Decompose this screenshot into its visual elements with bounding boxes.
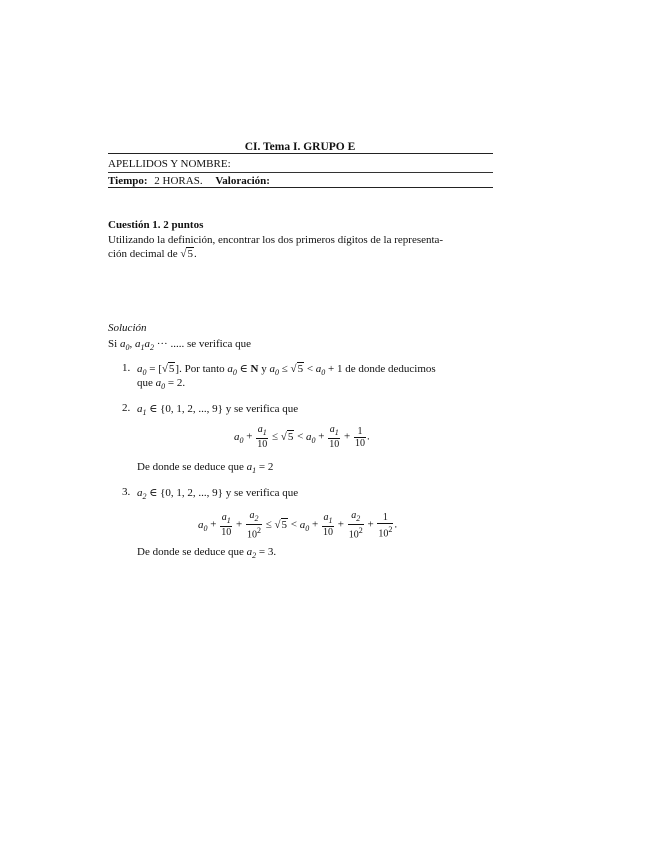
page-title: CI. Tema I. GRUPO E xyxy=(244,141,356,153)
item-2-conclusion: De donde se deduce que $a_1 = 2$ xyxy=(137,461,274,476)
item-2-number: 2. xyxy=(122,402,131,414)
question-line-1: Utilizando la definición, encontrar los dos primeros dígitos de la representa- xyxy=(108,234,444,246)
score-label: Valoración: xyxy=(215,175,270,187)
item-1-line-1: $a_0 = [√5]$. Por tanto $a_0$ ∈ N y $a_0 \le √5 < a_0 + 1$ de donde deducimos xyxy=(137,363,436,378)
divider xyxy=(108,153,493,154)
question-title: Cuestión 1. 2 puntos xyxy=(108,219,204,231)
divider xyxy=(108,187,493,188)
item-3-conclusion: De donde se deduce que $a_2 = 3$. xyxy=(137,546,277,561)
time-label: Tiempo: xyxy=(108,175,148,187)
item-2-line-1: $a_1$ ∈ {0, 1, 2, ..., 9} y se verifica que xyxy=(137,403,299,418)
solution-heading: Solución xyxy=(108,322,147,334)
name-label: APELLIDOS Y NOMBRE: xyxy=(108,158,231,170)
item-1-number: 1. xyxy=(122,362,131,374)
item-3-equation: $a_0$ + $\frac{a_1}{10}$ + $\frac{a_2}{10^2}$ ≤ $√5 < a_0$ + $\frac{a_1}{10}$ + $\frac{a_2}{10^2}$ + $\frac{1}{10^2}$ . xyxy=(198,510,398,541)
divider xyxy=(108,172,493,173)
sqrt5: √5 xyxy=(180,248,193,260)
item-2-equation: $a_0$ + $\frac{a_1}{10}$ ≤ $√5 < a_0$ + $\frac{a_1}{10}$ + $\frac{1}{10}$ . xyxy=(234,424,370,450)
time-row xyxy=(108,175,270,187)
solution-intro: Si $a_0$, $a_1a_2$ ··· ..... se verifica que xyxy=(108,338,252,353)
item-3-line-1: $a_2$ ∈ {0, 1, 2, ..., 9} y se verifica que xyxy=(137,487,299,502)
question-line-2: ción decimal de √5. xyxy=(108,248,197,260)
item-3-number: 3. xyxy=(122,486,131,498)
time-value: 2 HORAS. xyxy=(154,175,203,187)
item-1-line-2: que $a_0 = 2$. xyxy=(137,377,186,392)
